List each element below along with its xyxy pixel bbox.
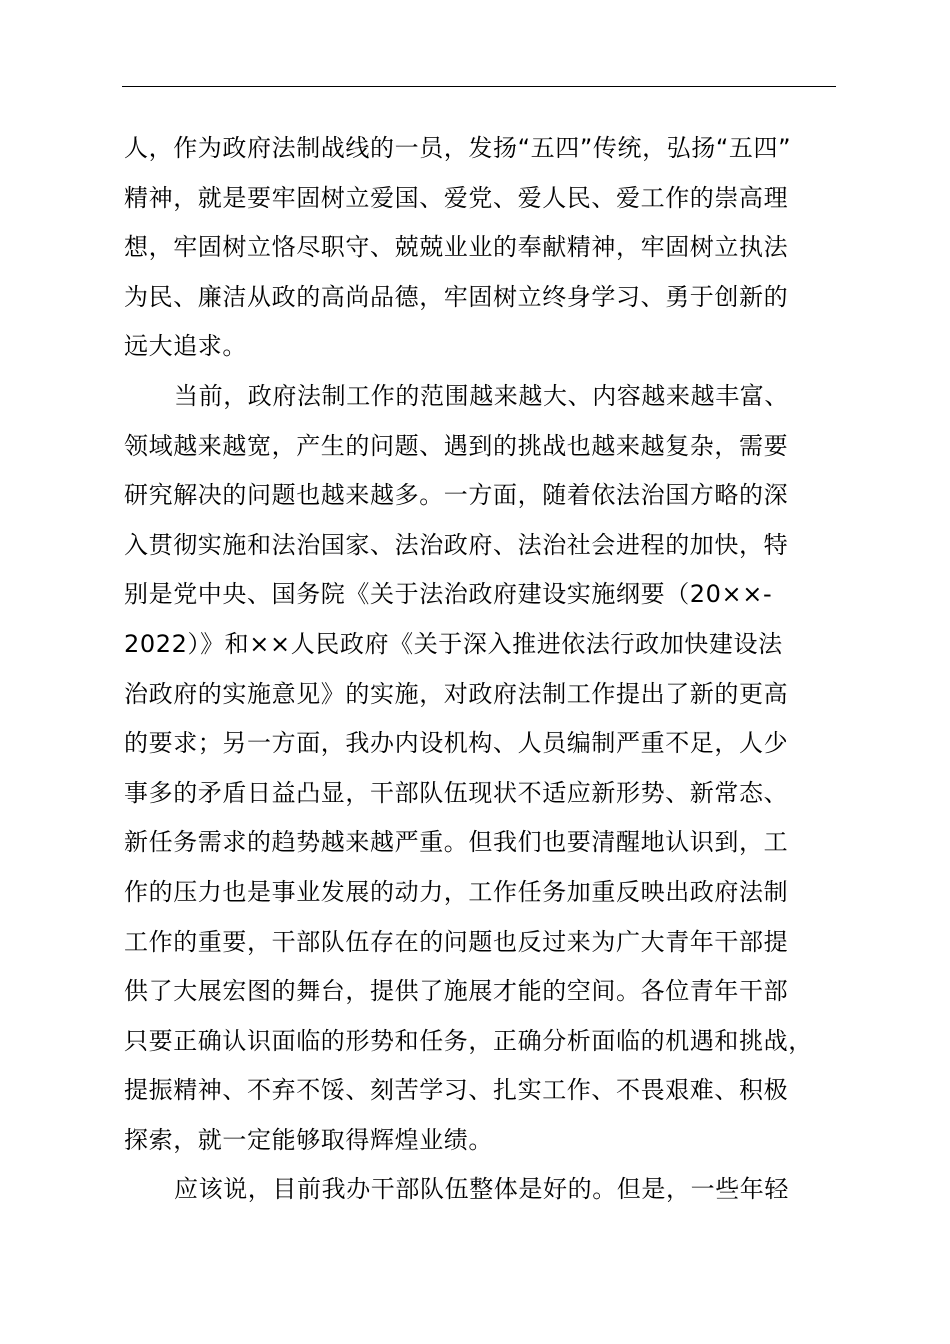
- text-line: 2022）》和××人民政府《关于深入推进依法行政加快建设法: [124, 629, 783, 658]
- text-line: 作的压力也是事业发展的动力，工作任务加重反映出政府法制: [124, 877, 789, 906]
- text-line: 领域越来越宽，产生的问题、遇到的挑战也越来越复杂，需要: [124, 431, 789, 460]
- text-line: 新任务需求的趋势越来越严重。但我们也要清醒地认识到，工: [124, 828, 789, 857]
- text-line: 只要正确认识面临的形势和任务，正确分析面临的机遇和挑战，: [124, 1026, 813, 1055]
- body-text: [124, 124, 840, 1215]
- text-line: 供了大展宏图的舞台，提供了施展才能的空间。各位青年干部: [124, 977, 789, 1006]
- text-line: 研究解决的问题也越来越多。一方面，随着依法治国方略的深: [124, 481, 789, 510]
- text-line: 提振精神、不弃不馁、刻苦学习、扎实工作、不畏艰难、积极: [124, 1076, 789, 1105]
- text-line: 治政府的实施意见》的实施，对政府法制工作提出了新的更高: [124, 679, 789, 708]
- text-line: 为民、廉洁从政的高尚品德，牢固树立终身学习、勇于创新的: [124, 282, 789, 311]
- text-line: 人，作为政府法制战线的一员，发扬“五四”传统，弘扬“五四”: [124, 134, 792, 162]
- text-line: 探索，就一定能够取得辉煌业绩。: [124, 1125, 493, 1154]
- text-line: 远大追求。: [124, 332, 247, 361]
- text-line: 事多的矛盾日益凸显，干部队伍现状不适应新形势、新常态、: [124, 778, 789, 807]
- text-line: 的要求；另一方面，我办内设机构、人员编制严重不足，人少: [124, 729, 789, 758]
- text-line: 工作的重要，干部队伍存在的问题也反过来为广大青年干部提: [124, 927, 789, 956]
- paragraph-start-line: 当前，政府法制工作的范围越来越大、内容越来越丰富、: [174, 381, 789, 410]
- paragraph-start-line: 应该说，目前我办干部队伍整体是好的。但是，一些年轻: [174, 1175, 789, 1204]
- text-line: 别是党中央、国务院《关于法治政府建设实施纲要（20××-: [124, 580, 773, 609]
- text-line: 精神，就是要牢固树立爱国、爱党、爱人民、爱工作的崇高理: [124, 183, 789, 212]
- text-line: 入贯彻实施和法治国家、法治政府、法治社会进程的加快，特: [124, 530, 789, 559]
- text-line: 想，牢固树立恪尽职守、兢兢业业的奉献精神，牢固树立执法: [124, 233, 789, 262]
- header-rule: [122, 86, 836, 87]
